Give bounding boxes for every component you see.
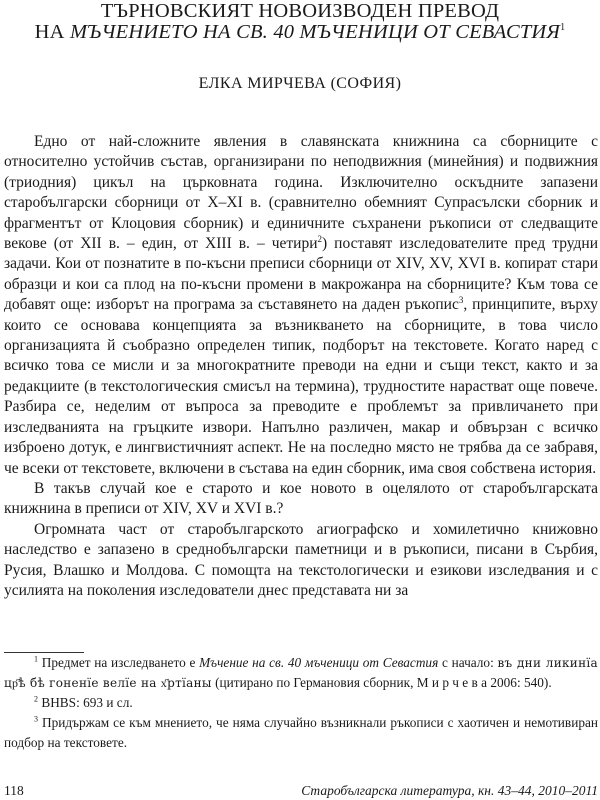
paragraph-1-text-b: ) поставят изследователите пред трудни задачи. Кои от познатите в по-късни преписи сборници от ХІV, ХV, ХVІ в. копират стари образци и кои са плод на по-късни промени в макрожанра на сборниците? Към това се добавят още: изборът на програма за съставянето на даден ръкопис [4, 235, 598, 314]
paragraph-2: В такъв случай кое е старото и кое новото в оцелялото от старобългарската книжнина в преписи от ХІV, ХV и ХVІ в.? [4, 479, 598, 518]
page-footer [4, 783, 598, 800]
footnote-1-text-b: с начало: [438, 655, 498, 670]
article-title-line-1: ТЪРНОВСКИЯТ НОВОИЗВОДЕН ПРЕВОД [100, 0, 500, 22]
title-prefix: НА [34, 21, 70, 43]
paragraph-3: Огромната част от старобългарското агиографско и хомилетично книжовно наследство е запазено в среднобългарски паметници и в ръкописи, писани в Сърбия, Русия, Влашко и Молдова. С помощта на текстологически и езикови изследвания и с усилията на поколения изследователи днес представата ни за [4, 520, 598, 599]
footnote-1 [4, 653, 598, 693]
paragraph-1-text-c: , принципите, върху които се основава концепцията за възникването на сборниците, в това число организацията й съобразно определен типик, подборът на текстовете. Когато наред с всичко това се мисли и за многократните преводи на едни и същи текст, както и за редакциите (в текстологическия смисъл на термина), трудностите нарастват още повече. Разбира се, неделим от въпроса за преводите е проблемът за привличането при изследванията на гръцките извори. Напълно различен, макар и обвързан с всичко изброено дотук, е лингвистичният аспект. Не на последно място не трябва да се забравя, че всеки от текстовете, включени в състава на един сборник, има своя собствена история. [4, 296, 598, 477]
footnote-ref-2[interactable]: 2 [317, 233, 322, 244]
article-title-line-2 [0, 21, 600, 43]
article-body [4, 132, 598, 601]
footnote-3-mark: 3 [34, 714, 38, 724]
footnote-1-text-c: (цитирано по Германовия сборник, М и р ч е в а 2006: 540). [211, 675, 552, 690]
footnote-ref-3[interactable]: 3 [458, 295, 464, 306]
author-line: ЕЛКА МИРЧЕВА (СОФИЯ) [198, 75, 402, 92]
footnote-3-text: Придържам се към мнението, че няма случайно възникнали ръкописи с хаотичен и немотивиран подбор на текстовете. [4, 715, 598, 750]
footnote-1-old-church-slavonic: въ дни ликинїа цр҃ѣ бѣ гоненїе велїе на х҃ртїаны [4, 656, 599, 690]
footnotes [4, 653, 598, 753]
footnote-3 [4, 713, 598, 753]
paragraph-1-text-a: Едно от най-сложните явления в славянската книжнина са сборниците с относително устойчив състав, организирани по неподвижния (минейния) и подвижния (триодния) цикъл на църковната година. Изключително оскъдните запазени старобългарски сборници от Х–ХІ в. (сравнително обемният Супрасълски сборник и фрагментът от Клоцовия сборник) и единичните съхранени ръкописи от следващите векове (от ХІІ в. – един, от ХІІІ в. – четири [4, 133, 598, 253]
footnote-1-italic: Мъчение на св. 40 мъченици от Севастия [199, 655, 439, 670]
footnote-2 [4, 693, 598, 713]
footnote-1-text-a: Предмет на изследването е [41, 655, 200, 670]
footnote-2-text: BHBS: 693 и сл. [41, 695, 133, 710]
journal-citation: Старобългарска литература, кн. 43–44, 2010–2011 [301, 783, 598, 798]
page-number: 118 [4, 783, 24, 798]
title-italic-work-name: МЪЧЕНИЕТО НА СВ. 40 МЪЧЕНИЦИ ОТ СЕВАСТИЯ [70, 21, 561, 43]
footnote-2-mark: 2 [34, 694, 38, 704]
title-footnote-mark[interactable]: 1 [560, 22, 566, 34]
paragraph-1 [4, 132, 598, 479]
footnote-1-mark: 1 [34, 654, 38, 664]
